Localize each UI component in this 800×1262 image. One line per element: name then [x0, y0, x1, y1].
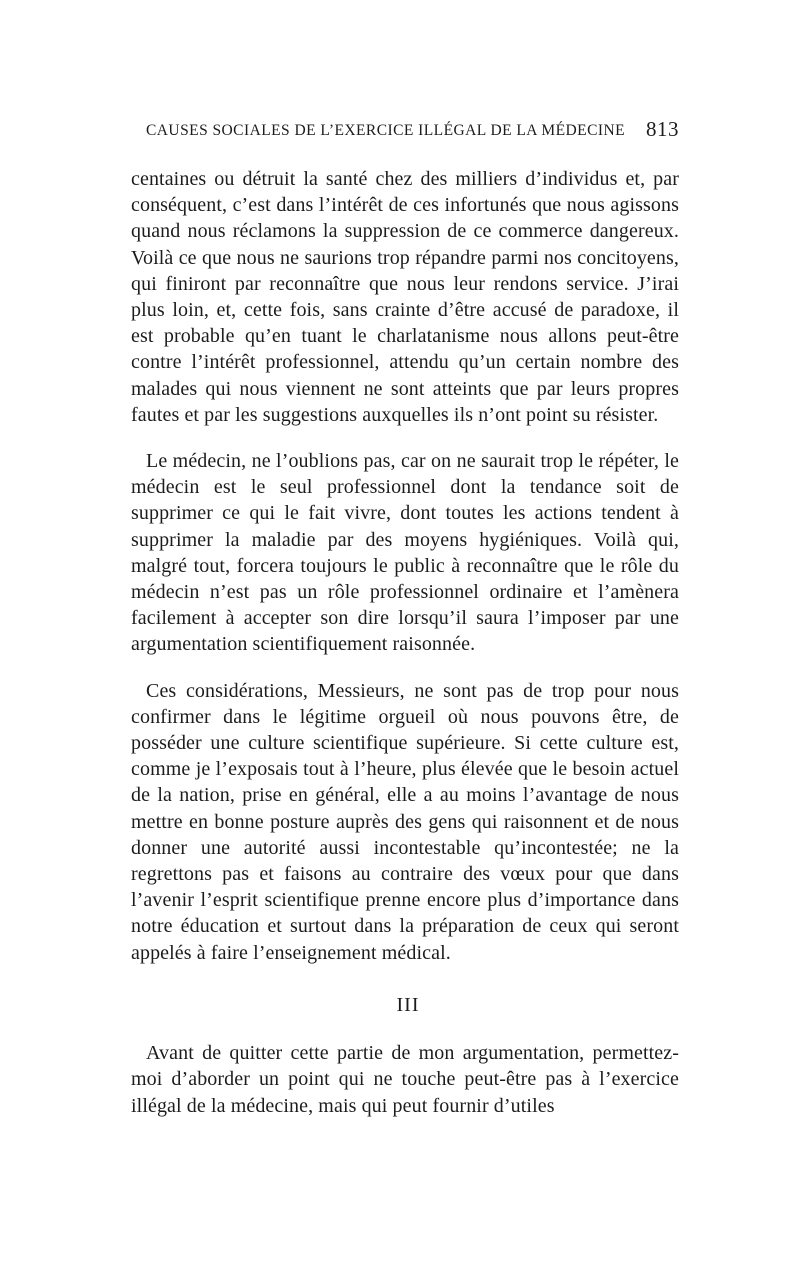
running-title: CAUSES SOCIALES DE L’EXERCICE ILLÉGAL DE LA MÉDECINE — [146, 122, 626, 139]
paragraph-considerations: Ces considérations, Messieurs, ne sont pas de trop pour nous confirmer dans le légitime orgueil où nous pouvons être, de posséder une culture scientifique supérieure. Si cette culture est, comme je l’exposais tout à l’heure, plus élevée que le besoin actuel de la nation, prise en général, elle a au moins l’avantage de nous mettre en bonne posture auprès des gens qui raisonnent et de nous donner une autorité aussi incontestable qu’incontestée; ne la regrettons pas et faisons au contraire des vœux pour que dans l’avenir l’esprit scientifique prenne encore plus d’importance dans notre éducation et surtout dans la préparation de ceux qui seront appelés à faire l’enseignement médical. — [131, 679, 679, 964]
book-page — [131, 112, 679, 1139]
paragraph-section-start: Avant de quitter cette partie de mon argumentation, permettez-moi d’aborder un point qui ne touche peut-être pas à l’exercice illégal de la médecine, mais qui peut fournir d’utiles — [131, 1042, 679, 1117]
section-heading: III — [396, 993, 420, 1016]
page-number: 813 — [646, 117, 679, 141]
body-text — [131, 166, 679, 1119]
paragraph-continued: centaines ou détruit la santé chez des milliers d’individus et, par conséquent, c’est dans l’intérêt de ces infortunés que nous agissons quand nous réclamons la suppression de ce commerce dangereux. Voilà ce que nous ne saurions trop répandre parmi nos concitoyens, qui finiront par reconnaître que nous leur rendons service. J’irai plus loin, et, cette fois, sans crainte d’être accusé de paradoxe, il est probable qu’en tuant le charlatanisme nous allons peut-être contre l’intérêt professionnel, attendu qu’un certain nombre des malades qui nous viennent ne sont atteints que par leurs propres fautes et par les suggestions auxquelles ils n’ont point su résister. — [131, 168, 679, 426]
running-header — [131, 112, 679, 146]
paragraph-medecin: Le médecin, ne l’oublions pas, car on ne saurait trop le répéter, le médecin est le seul professionnel dont la tendance soit de supprimer ce qui le fait vivre, dont toutes les actions tendent à supprimer la maladie par des moyens hygiéniques. Voilà qui, malgré tout, forcera toujours le public à reconnaître que le rôle du médecin n’est pas un rôle professionnel ordinaire et l’amènera facilement à accepter son dire lorsqu’il saura l’imposer par une argumentation scientifiquement raisonnée. — [131, 450, 679, 656]
